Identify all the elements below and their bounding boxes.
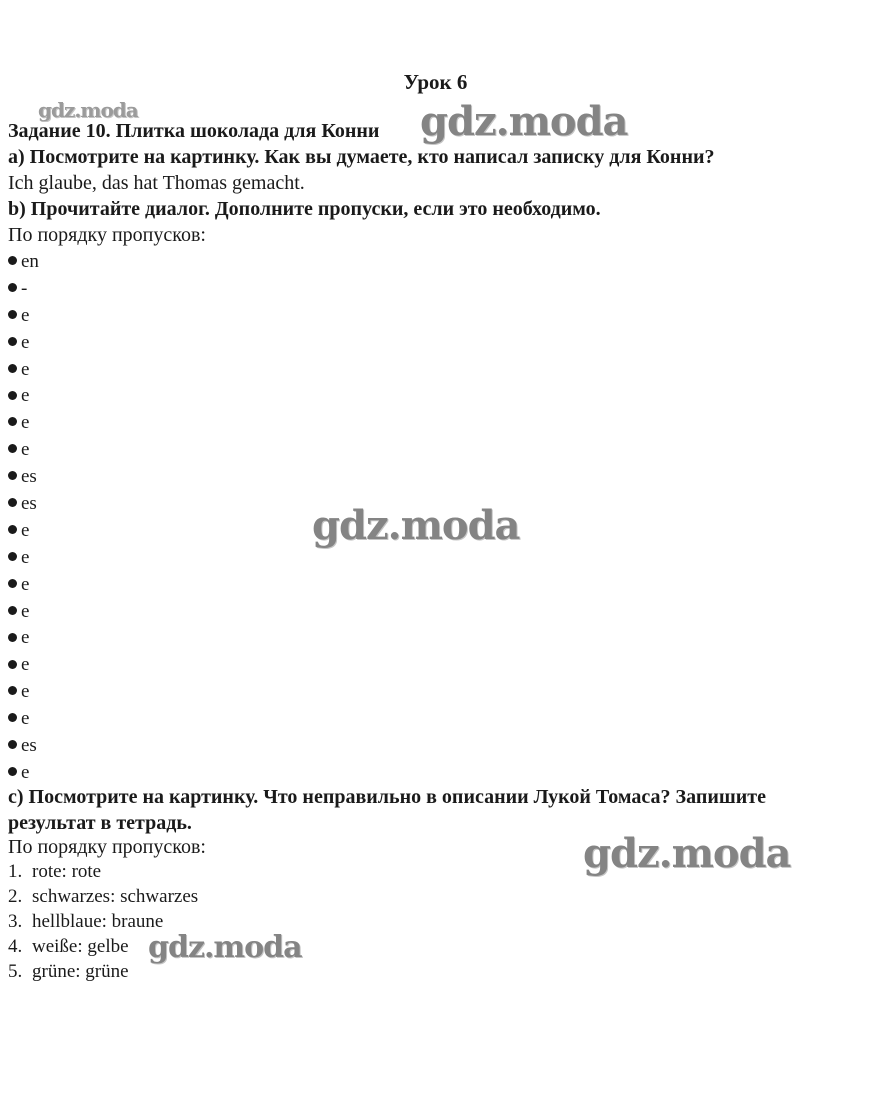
list-item: e [8, 438, 39, 465]
list-item: - [8, 277, 39, 304]
part-b-answer-list [8, 250, 39, 788]
bullet-icon [8, 444, 17, 453]
list-item: e [8, 707, 39, 734]
list-item: e [8, 626, 39, 653]
bullet-icon [8, 552, 17, 561]
list-item: e [8, 600, 39, 627]
part-c-intro: По порядку пропусков: [8, 836, 206, 858]
part-c-question-line1: c) Посмотрите на картинку. Что неправильно в описании Лукой Томаса? Запишите [8, 786, 766, 808]
task-heading: Задание 10. Плитка шоколада для Конни [8, 120, 380, 142]
list-item: e [8, 546, 39, 573]
list-item: e [8, 653, 39, 680]
bullet-icon [8, 310, 17, 319]
part-b-intro: По порядку пропусков: [8, 224, 206, 246]
bullet-icon [8, 471, 17, 480]
part-b-question: b) Прочитайте диалог. Дополните пропуски, если это необходимо. [8, 198, 601, 220]
bullet-icon [8, 740, 17, 749]
bullet-icon [8, 256, 17, 265]
bullet-icon [8, 525, 17, 534]
list-item: es [8, 492, 39, 519]
list-item: e [8, 331, 39, 358]
watermark-logo: gdz.moda [583, 830, 791, 877]
bullet-icon [8, 498, 17, 507]
bullet-icon [8, 767, 17, 776]
part-a-question: а) Посмотрите на картинку. Как вы думаете, кто написал записку для Конни? [8, 146, 715, 168]
bullet-icon [8, 337, 17, 346]
list-item: e [8, 573, 39, 600]
bullet-icon [8, 417, 17, 426]
bullet-icon [8, 364, 17, 373]
list-item: es [8, 734, 39, 761]
watermark-logo: gdz.moda [420, 98, 628, 145]
bullet-icon [8, 391, 17, 400]
list-item: 3. hellblaue: braune [8, 911, 164, 932]
bullet-icon [8, 283, 17, 292]
bullet-icon [8, 686, 17, 695]
list-item: e [8, 519, 39, 546]
list-item: e [8, 384, 39, 411]
bullet-icon [8, 713, 17, 722]
list-item: e [8, 411, 39, 438]
list-item: 2. schwarzes: schwarzes [8, 886, 199, 907]
list-item: 5. grüne: grüne [8, 961, 129, 982]
bullet-icon [8, 633, 17, 642]
list-item: e [8, 761, 39, 788]
list-item: 4. weiße: gelbe [8, 936, 129, 957]
list-item: es [8, 465, 39, 492]
watermark-logo: gdz.moda [148, 930, 302, 965]
list-item: en [8, 250, 39, 277]
part-c-question-line2: результат в тетрадь. [8, 812, 192, 834]
lesson-title: Урок 6 [403, 70, 468, 94]
part-a-answer: Ich glaube, das hat Thomas gemacht. [8, 172, 305, 194]
list-item: e [8, 304, 39, 331]
bullet-icon [8, 579, 17, 588]
list-item: e [8, 358, 39, 385]
watermark-logo: gdz.moda [312, 502, 520, 549]
bullet-icon [8, 606, 17, 615]
bullet-icon [8, 660, 17, 669]
part-c-answer-list [8, 860, 198, 985]
watermark-logo: gdz.moda [38, 98, 138, 122]
list-item: e [8, 680, 39, 707]
list-item: 1. rote: rote [8, 861, 102, 882]
